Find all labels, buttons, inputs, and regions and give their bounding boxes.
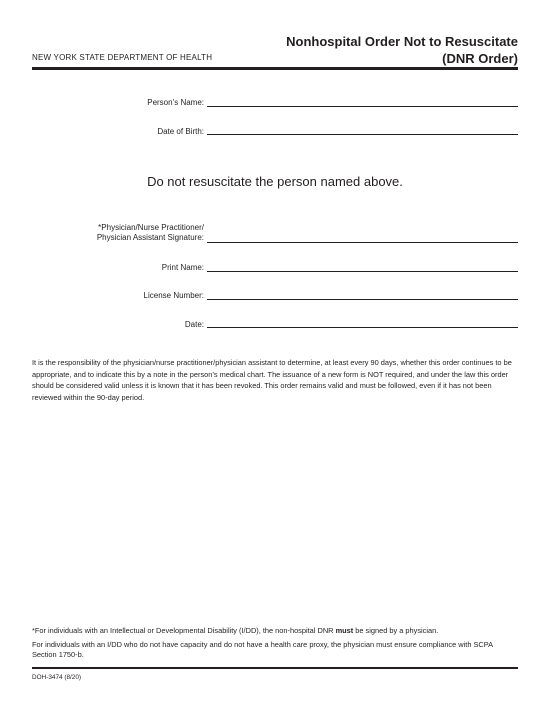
idd-footnote-part1: *For individuals with an Intellectual or Developmental Disability (I/DD), the non-hospital DNR (32, 626, 336, 635)
date-label: Date: (184, 320, 204, 329)
dnr-statement: Do not resuscitate the person named above. (147, 174, 403, 189)
date-field[interactable] (207, 327, 518, 328)
idd-footnote-must: must (335, 626, 354, 635)
idd-footnote (32, 626, 518, 636)
signature-label (32, 223, 204, 243)
form-id: DOH-3474 (8/20) (32, 674, 82, 681)
department-name: NEW YORK STATE DEPARTMENT OF HEALTH (32, 53, 213, 62)
signature-label-line2: Physician Assistant Signature: (96, 233, 204, 242)
license-number-label: License Number: (143, 291, 204, 300)
signature-field[interactable] (207, 242, 518, 243)
person-name-field[interactable] (207, 106, 518, 107)
date-of-birth-field[interactable] (207, 134, 518, 135)
form-title-line2: (DNR Order) (442, 51, 518, 66)
print-name-field[interactable] (207, 271, 518, 272)
date-of-birth-label: Date of Birth: (157, 127, 204, 136)
idd-footnote-part2: be signed by a physician. (353, 626, 439, 635)
print-name-label: Print Name: (161, 263, 204, 272)
capacity-footnote: For individuals with an I/DD who do not have capacity and do not have a health care proxy, the physician must ensure compliance with SCPA Section 1750-b. (32, 640, 493, 660)
license-number-field[interactable] (207, 299, 518, 300)
signature-label-line1: *Physician/Nurse Practitioner/ (98, 223, 204, 232)
responsibility-paragraph: It is the responsibility of the physician/nurse practitioner/physician assistant to determine, at least every 90 days, whether this order continues to be appropriate, and to indicate this by a note in the person’s medical chart. The issuance of a new form is NOT required, and under the law this order should be considered valid unless it is known that it has been revoked. This order remains valid and must be followed, even if it has not been reviewed within the 90-day period. (32, 358, 512, 402)
person-name-label: Person’s Name: (147, 98, 204, 107)
footer-rule (32, 667, 518, 669)
form-title (286, 33, 518, 67)
header-rule (32, 67, 518, 70)
form-title-line1: Nonhospital Order Not to Resuscitate (286, 34, 518, 49)
